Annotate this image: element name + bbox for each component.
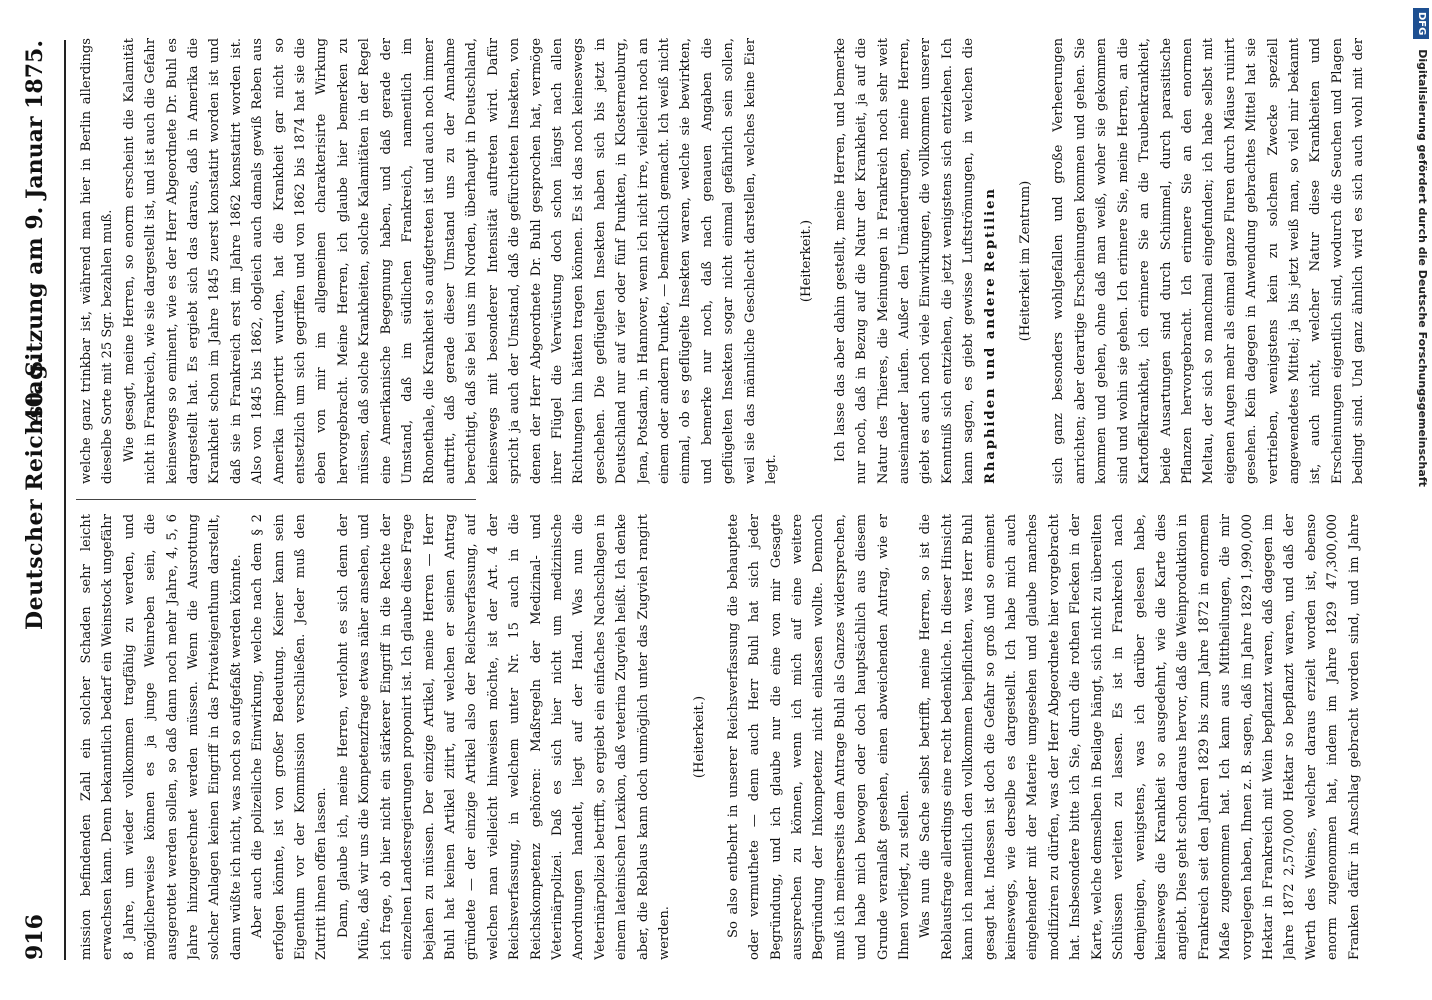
interjection: (Heiterkeit im Zentrum) xyxy=(1018,180,1034,342)
paragraph: So also entbehrt in unserer Reichsverfassung die behauptete oder vermuthete — denn auch Herr Buhl hat sich jeder Begründung, und ich glaube nur die eine von mir Gesagte aussprechen zu können, wenn ich mich auf eine weitere Begründung der Inkompetenz nicht einlassen wollte. Dennoch muß ich meinerseits dem Antrage Buhl als Ganzes widersprechen, und habe mich bewogen oder doch hauptsächlich aus diesem Grunde veranlaßt gesehen, einen abweichenden Antrag, wie er Ihnen vorliegt, zu stellen. xyxy=(725,514,913,960)
running-title: Deutscher Reichstag. xyxy=(22,355,48,630)
header-rule xyxy=(64,40,66,960)
paragraph: Aber auch die polizeiliche Einwirkung, welche nach dem § 2 erfolgen könnte, ist von großer Bedeutung. Keiner kann sein Eigenthum vor der Kommission verschließen. Jeder muß den Zutritt ihnen offen lassen. xyxy=(250,514,330,960)
paragraph: welche ganz trinkbar ist, während man hier in Berlin allerdings dieselbe Sorte mit 25 Sgr. bezahlen muß. xyxy=(79,38,116,484)
page-header xyxy=(18,40,58,960)
paragraph: Wie gesagt, meine Herren, so enorm erscheint die Kalamität nicht in Frankreich, wie sie dargestellt ist, und ist auch die Gefahr keineswegs so eminent, wie es der Herr Abgeordnete Dr. Buhl es dargestellt hat. Es ergiebt sich das daraus, daß in Amerika die Krankheit schon im Jahre 1845 zuerst konstatirt worden ist und daß sie in Frankreich erst im Jahre 1862 konstatirt worden ist. Also von 1845 bis 1862, obgleich auch damals gewiß Reben aus Amerika importirt wurden, hat die Krankheit gar nicht so entsetzlich um sich gegriffen und von 1862 bis 1874 hat sie die eben von mir im allgemeinen charakterisirte Wirkung hervorgebracht. Meine Herren, ich glaube hier bemerken zu müssen, daß solche Krankheiten, solche Kalamitäten in der Regel eine Amerikanische Begegnung haben, und daß gerade der Umstand, daß im südlichen Frankreich, namentlich im Rhonethale, die Krankheit so aufgetreten ist und auch noch immer auftritt, daß gerade dieser Umstand uns zu der Annahme berechtigt, daß sie bei uns im Norden, überhaupt in Deutschland, keineswegs mit besonderer Intensität auftreten wird. Dafür spricht ja auch der Umstand, daß die gefürchteten Insekten, von denen der Herr Abgeordnete Dr. Buhl gesprochen hat, vermöge ihrer Flügel die Verwüstung doch schon längst nach allen Richtungen hin hätten tragen können. Es ist das noch keineswegs geschehen. Die geflügelten Insekten haben sich bis jetzt in Deutschland nur auf vier oder fünf Punkten, in Klosterneuburg, Jena, Potsdam, in Hannover, wenn ich nicht irre, vielleicht noch an einem oder andern Punkte, — bemerklich gemacht. Ich weiß nicht einmal, ob es geflügelte Insekten waren, welche sie bewirkten, und bemerke nur noch, daß nach genauen Angaben die geflügelten Insekten sogar nicht einmal gefährlich sein sollen, weil sie das männliche Geschlecht darstellen, welches keine Eier legt. xyxy=(121,38,779,484)
paragraph: Was nun die Sache selbst betrifft, meine Herren, so ist die Reblausfrage allerdings eine recht bedenkliche. In dieser Hinsicht kann ich namentlich den vollkommen beipflichten, was Herr Buhl gesagt hat. Indessen ist doch die Gefahr so groß und so eminent keineswegs, wie derselbe es dargestellt. Ich habe mich auch eingehender mit der Materie umgesehen und glaube manches modifiziren zu dürfen, was der Herr Abgeordnete hier vorgebracht hat. Insbesondere bitte ich Sie, durch die rothen Flecken in der Karte, welche demselben in Beilage hängt, sich nicht zu übereilten Schlüssen verleiten zu lassen. Es ist in Frankreich nach demjenigen, wenigstens, was ich darüber gelesen habe, keineswegs die Krankheit so ausgedehnt, wie die Karte dies angiebt. Dies geht schon daraus hervor, daß die Weinproduktion in Frankreich seit den Jahren 1829 bis zum Jahre 1872 in enormem Maße zugenommen hat. Ich kann aus Mittheilungen, die mir vorgelegen haben, Ihnen z. B. sagen, daß im Jahre 1829 1,990,000 Hektar in Frankreich mit Wein bepflanzt waren, daß dagegen im Jahre 1872 2,570,000 Hektar so bepflanzt waren, und daß der Werth des Weines, welcher daraus erzielt worden ist, ebenso enorm zugenommen hat, indem im Jahre 1829 47,300,000 Franken dafür in Anschlag gebracht worden sind, und im Jahre xyxy=(918,514,1362,960)
right-column xyxy=(76,38,1366,484)
column-divider xyxy=(76,499,476,500)
emphasized-text: Reptilien xyxy=(982,187,998,273)
left-column xyxy=(76,514,1366,960)
paragraph xyxy=(830,38,1001,484)
session-date: 40. Sitzung am 9. Januar 1875. xyxy=(22,40,48,423)
dfg-credit xyxy=(1412,0,1432,1000)
dfg-credit-strip xyxy=(1412,0,1432,1000)
interjection: (Heiterkeit.) xyxy=(692,695,708,779)
dfg-logo: DFG xyxy=(1413,8,1429,39)
page-number: 916 xyxy=(22,914,48,960)
paragraph: Dann, glaube ich, meine Herren, verlohnt es sich denn der Mühe, daß wir uns die Kompetenzfrage etwas näher ansehen, und ich frage, ob hier nicht ein stärkerer Eingriff in die Rechte der einzelnen Landesregierungen proponirt ist. Ich glaube diese Frage bejahen zu müssen. Der einzige Artikel, meine Herren — Herr Buhl hat keinen Artikel zitirt, auf welchen er seinen Antrag gründete — der einzige Artikel also der Reichsverfassung, auf welchen man vielleicht hinweisen möchte, ist der Art. 4 der Reichsverfassung, in welchem unter Nr. 15 auch in die Reichskompetenz gehören: Maßregeln der Medizinal- und Veterinärpolizei. Daß es sich hier nicht um medizinische Anordnungen handelt, liegt auf der Hand. Was nun die Veterinärpolizei betrifft, so ergiebt ein einfaches Nachschlagen in einem lateinischen Lexikon, daß veterina Zugvieh heißt. Ich denke aber, die Reblaus kann doch unmöglich unter das Zugvieh rangirt werden. xyxy=(335,514,672,960)
paragraph-text: Ich lasse das aber dahin gestellt, meine Herren, und bemerke nur noch, daß in Bezug auf die Natur der Krankheit, ja auf die Natur des Thieres, die Meinungen in Frankreich noch sehr weit auseinander laufen. Außer den Umänderungen, meine Herren, giebt es auch noch viele Einwirkungen, die vollkommen unserer Kenntniß sich entziehen, die jetzt wenigstens sich entziehen. Ich kann sagen, es giebt gewisse Luftströmungen, in welchen die xyxy=(832,38,977,484)
interjection: (Heiterkeit.) xyxy=(799,219,815,303)
digitization-credit: Digitalisierung gefördert durch die Deutsche Forschungsgemeinschaft xyxy=(1416,49,1429,487)
paragraph: sich ganz besonders wohlgefallen und große Verheerungen anrichten; aber derartige Erscheinungen kommen und gehen. Sie kommen und gehen, ohne daß man weiß, woher sie gekommen sind und wohin sie gehen. Ich erinnere Sie, meine Herren, an die Kartoffelkrankheit, ich erinnere Sie an die Traubenkrankheit, beide Ausartungen sind durch Schimmel, durch parasitische Pflanzen hervorgebracht. Ich erinnere Sie an den enormen Meltau, der sich so manchmal eingefunden; ich habe selbst mit eigenen Augen mehr als einmal ganze Fluren durch Mäuse ruinirt gesehen. Kein dagegen in Anwendung gebrachtes Mittel hat sie vertrieben, wenigstens kein zu solchem Zwecke speziell angewendetes Mittel; ja bis jetzt weiß man, so viel mir bekannt ist, auch nicht, welcher Natur diese Krankheiten und Erscheinungen eigentlich sind, wodurch die Seuchen und Plagen bedingt sind. Und ganz ähnlich wird es sich auch wohl mit der xyxy=(1051,38,1366,484)
paragraph: mission befindenden Zahl ein solcher Schaden sehr leicht erwachsen kann. Denn bekanntlich bedarf ein Weinstock ungefähr 8 Jahre, um wieder vollkommen tragfähig zu werden, und möglicherweise können es ja junge Weinreben sein, die ausgerottet werden sollen, so daß dann noch mehr Jahre, 4, 5, 6 Jahre hinzugerechnet werden müssen. Wenn die Ausrottung solcher Anlagen keinen Eingriff in das Privateigenthum darstellt, dann wüßte ich nicht, was noch so aufgefaßt werden könnte. xyxy=(79,514,244,960)
emphasized-text: Rhaphiden und andere xyxy=(982,276,998,484)
